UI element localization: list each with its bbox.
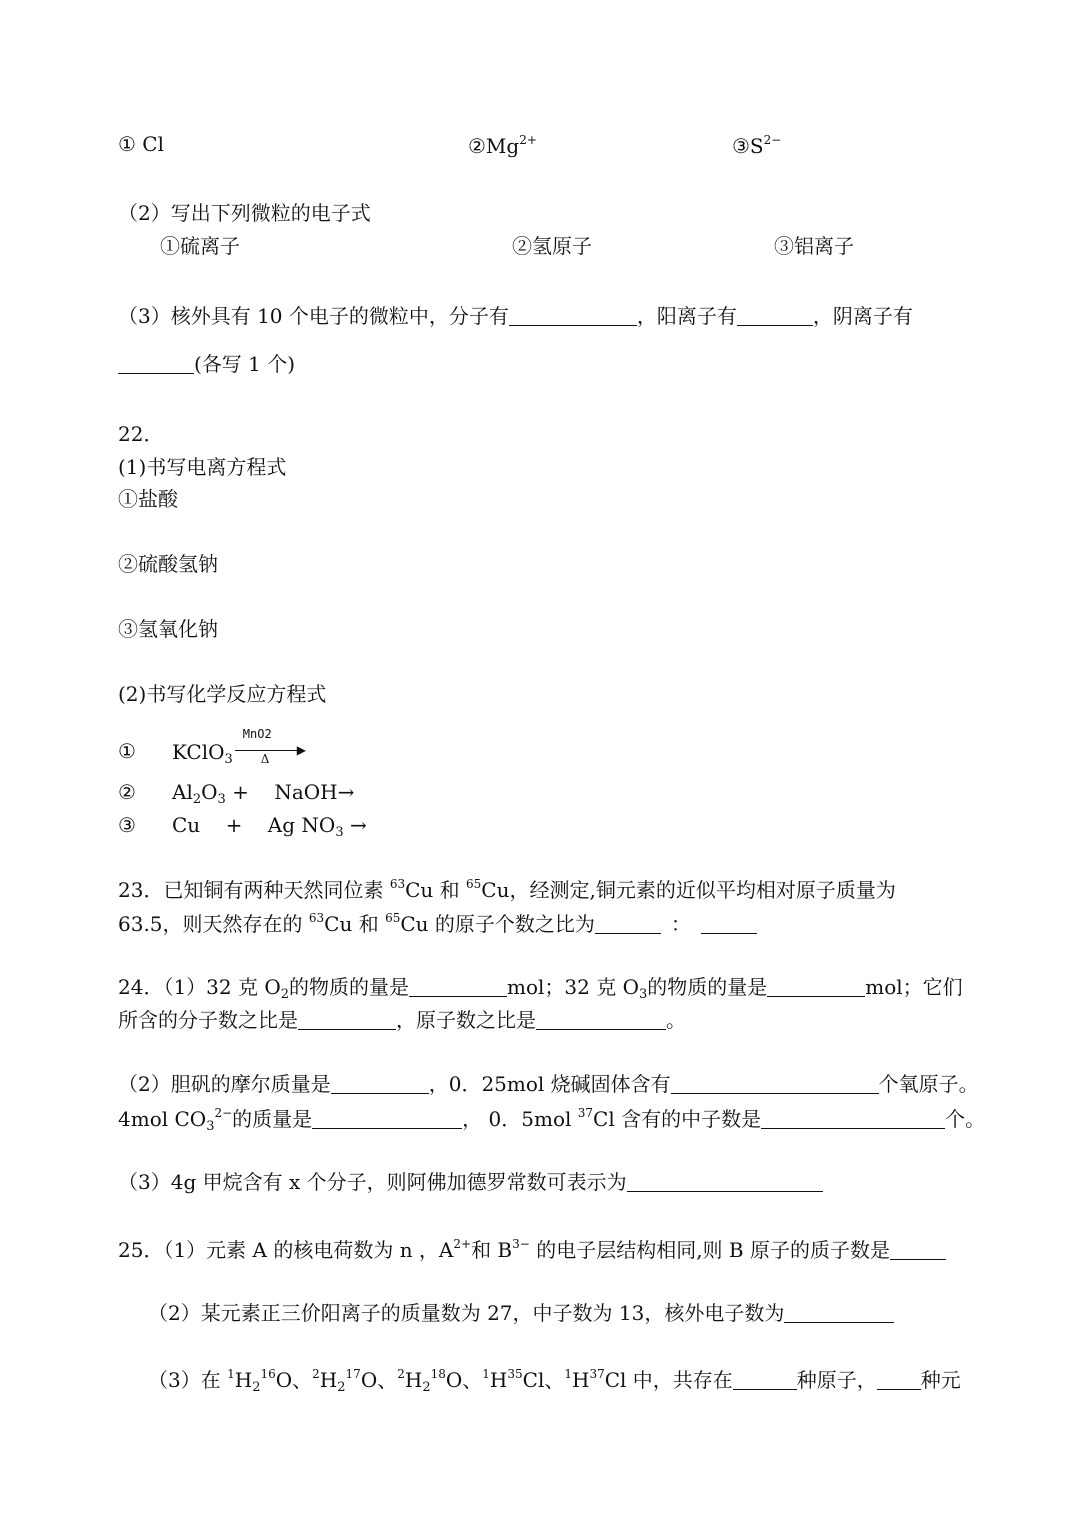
answer-blank[interactable] <box>509 307 637 326</box>
answer-blank[interactable] <box>298 1011 396 1030</box>
q25-line3: （3）在 $^1H_2^{16}O$、$^2H_2^{17}O$、$^2H_2^{18}O$、$^1H^{35}Cl$、$^1H^{37}Cl$ 中，共存在 种原子， 种元 <box>148 1367 961 1395</box>
answer-blank[interactable] <box>536 1011 666 1030</box>
q21-ion-row <box>118 134 164 154</box>
reaction-3: ③ <box>118 813 136 837</box>
answer-blank[interactable] <box>701 915 757 934</box>
q23-line2: 63.5，则天然存在的 $^{63}$Cu 和 $^{65}$Cu 的原子个数之比为 ： <box>118 912 757 934</box>
answer-blank[interactable] <box>767 978 865 997</box>
arrow-head-icon: ▶ <box>296 743 307 757</box>
q22-section2: (2)书写化学反应方程式 <box>118 682 327 706</box>
q22-item-naoh: ③氢氧化钠 <box>118 617 218 641</box>
hydrogen-atom-item: ②氢原子 <box>512 234 592 258</box>
q25-line1: 25．（1）元素 A 的核电荷数为 n ，$A^{2+}$和 $B^{3-}$ 的电子层结构相同,则 B 原子的质子数是 <box>118 1238 946 1260</box>
answer-blank[interactable] <box>877 1371 921 1390</box>
answer-blank[interactable] <box>627 1173 823 1192</box>
q24-line5: （3）4g 甲烷含有 x 个分子，则阿佛加德罗常数可表示为 <box>118 1172 823 1192</box>
reaction-2: ② <box>118 780 136 804</box>
reaction-arrow: MnO2 ▶ Δ <box>233 741 311 761</box>
q22-item-hcl: ①盐酸 <box>118 487 178 511</box>
q23-line1: 23．已知铜有两种天然同位素 $^{63}$Cu 和 $^{65}$Cu，经测定,铜元素的近似平均相对原子质量为 <box>118 877 896 902</box>
q21-part3-line2: (各写 1 个) <box>118 354 295 374</box>
answer-blank[interactable] <box>761 1110 945 1129</box>
q25-line2: （2）某元素正三价阳离子的质量数为 27，中子数为 13，核外电子数为 <box>148 1303 894 1323</box>
answer-blank[interactable] <box>737 307 813 326</box>
answer-blank[interactable] <box>784 1304 894 1323</box>
q21-part3-line1: （3）核外具有 10 个电子的微粒中，分子有 ，阳离子有 ，阴离子有 <box>118 304 913 328</box>
answer-blank[interactable] <box>890 1241 946 1260</box>
q22-number: 22． <box>118 422 164 446</box>
q24-line2: 所含的分子数之比是 ，原子数之比是 。 <box>118 1008 686 1032</box>
reaction-1: ① <box>118 739 136 763</box>
answer-blank[interactable] <box>595 915 661 934</box>
sulfide-ion-item: ①硫离子 <box>160 234 240 258</box>
aluminum-ion-item: ③铝离子 <box>774 234 854 258</box>
q21-part2-title: （2）写出下列微粒的电子式 <box>118 201 371 225</box>
answer-blank[interactable] <box>312 1110 462 1129</box>
q22-item-nahso4: ②硫酸氢钠 <box>118 552 218 576</box>
reaction-1-equation: KClO$_3$ MnO2 ▶ Δ <box>172 741 311 766</box>
q24-line4: 4mol $CO_3^{2-}$的质量是 ， 0．5mol $^{37}$Cl 含有的中子数是 个。 <box>118 1106 986 1134</box>
q22-section1: (1)书写电离方程式 <box>118 455 287 479</box>
q24-line1: 24．（1）32 克 $O_2$的物质的量是 mol；32 克 $O_3$的物质的量是 mol；它们 <box>118 975 963 1002</box>
q24-line3: （2）胆矾的摩尔质量是 ，0．25mol 烧碱固体含有 个氧原子。 <box>118 1072 979 1096</box>
ion-mg: $②Mg^{2+}$ <box>468 133 537 158</box>
answer-blank[interactable] <box>733 1371 797 1390</box>
answer-blank[interactable] <box>409 978 507 997</box>
answer-blank[interactable] <box>118 355 194 374</box>
answer-blank[interactable] <box>671 1075 879 1094</box>
answer-blank[interactable] <box>331 1075 429 1094</box>
reaction-3-equation: Cu + Ag $NO_3$ → <box>172 813 367 840</box>
reaction-2-equation: $Al_2O_3$ + NaOH→ <box>172 780 355 807</box>
ion-cl: ① Cl <box>118 132 164 156</box>
ion-s: $③S^{2-}$ <box>732 133 782 158</box>
